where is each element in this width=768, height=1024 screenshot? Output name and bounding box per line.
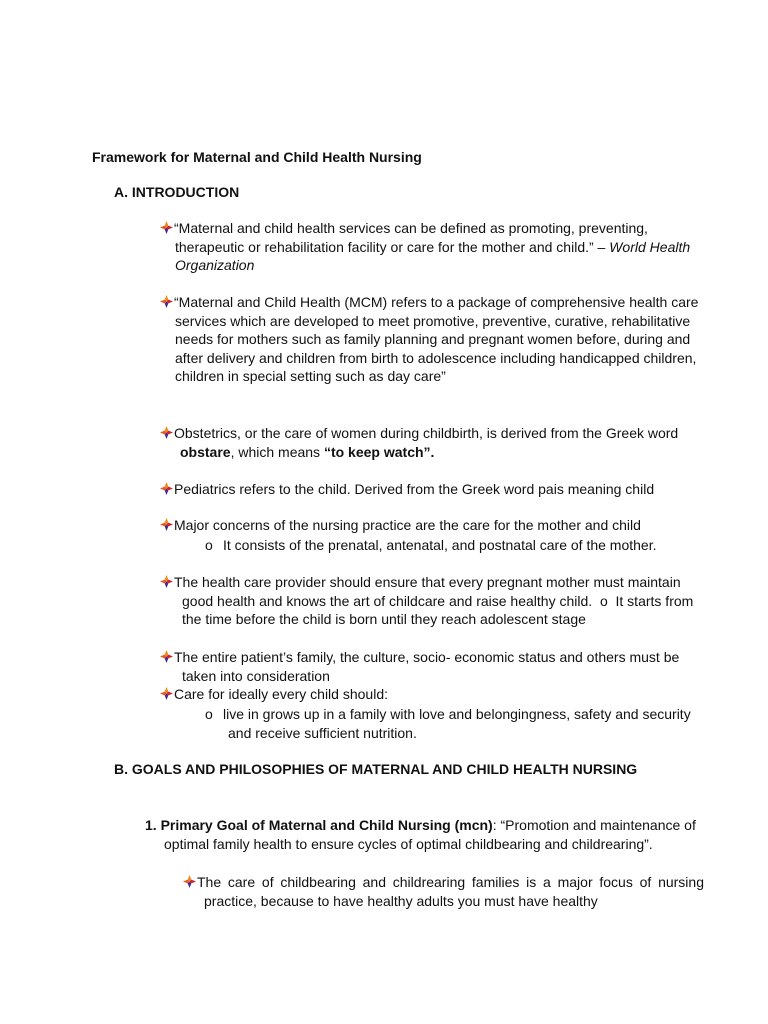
four-point-star-icon xyxy=(160,426,173,439)
greek-term: obstare xyxy=(180,443,231,460)
circle-marker: o xyxy=(205,706,213,722)
quote-source: World Health Organization xyxy=(175,238,691,274)
circle-marker: o xyxy=(205,537,213,553)
item-text: The entire patient’s family, the culture, socio- economic status and others must be taken into consideration xyxy=(174,649,680,684)
four-point-star-icon xyxy=(160,687,173,700)
sub-list-item xyxy=(205,705,708,742)
list-item xyxy=(160,424,710,461)
item-text: “Maternal and Child Health (MCM) refers to a package of comprehensive health care services which are developed to meet promotive, preventive, curative, rehabilitative needs for mothers such as family planning and pregnant women before, during and after delivery and children from birth to adolescence including handicapped children, children in special setting such as day care” xyxy=(174,294,699,385)
goal-label: 1. Primary Goal of Maternal and Child Nursing (mcn) xyxy=(145,817,493,833)
goal-text: : “Promotion and maintenance of optimal family health to ensure cycles of optimal childbearing and childrearing”. xyxy=(164,817,696,852)
list-item xyxy=(160,480,695,499)
goal-paragraph xyxy=(145,816,704,853)
item-text: Pediatrics refers to the child. Derived from the Greek word pais meaning child xyxy=(174,481,655,497)
item-text: Major concerns of the nursing practice are the care for the mother and child xyxy=(174,517,641,533)
item-text: Care for ideally every child should: xyxy=(174,686,388,702)
list-item xyxy=(160,293,705,386)
sub-list-item xyxy=(205,536,703,555)
item-text: , which means xyxy=(230,443,324,460)
list-item xyxy=(183,873,704,910)
item-text: Obstetrics, or the care of women during childbirth, is derived from the Greek word xyxy=(174,425,679,441)
sub-item-text: It consists of the prenatal, antenatal, and postnatal care of the mother. xyxy=(223,537,657,553)
item-text: “Maternal and child health services can be defined as promoting, preventing, therapeutic or rehabilitation facility or care for the mother and child.” – xyxy=(174,220,648,255)
term-meaning: “to keep watch”. xyxy=(323,443,435,460)
four-point-star-icon xyxy=(183,875,196,888)
four-point-star-icon xyxy=(160,650,173,663)
list-item xyxy=(160,648,702,685)
four-point-star-icon xyxy=(160,221,173,234)
list-item xyxy=(160,685,700,704)
list-item xyxy=(160,573,702,629)
document-title: Framework for Maternal and Child Health Nursing xyxy=(92,149,422,165)
circle-marker: o xyxy=(599,592,608,609)
four-point-star-icon xyxy=(160,518,173,531)
list-item xyxy=(160,516,720,535)
list-item xyxy=(160,219,705,275)
sub-item-text: live in grows up in a family with love and belongingness, safety and security and receive sufficient nutrition. xyxy=(223,706,691,741)
item-text: The health care provider should ensure that every pregnant mother must maintain good health and knows the art of childcare and raise healthy child. xyxy=(174,574,681,609)
sub-item-text: It starts from the time before the child is born until they reach adolescent stage xyxy=(182,592,694,628)
section-a-heading: A. INTRODUCTION xyxy=(114,184,240,200)
section-b-heading: B. GOALS AND PHILOSOPHIES OF MATERNAL AND CHILD HEALTH NURSING xyxy=(114,761,638,777)
four-point-star-icon xyxy=(160,295,173,308)
four-point-star-icon xyxy=(160,482,173,495)
item-text: The care of childbearing and childrearing families is a major focus of nursing practice, because to have healthy adults you must have healthy xyxy=(197,874,704,909)
four-point-star-icon xyxy=(160,575,173,588)
